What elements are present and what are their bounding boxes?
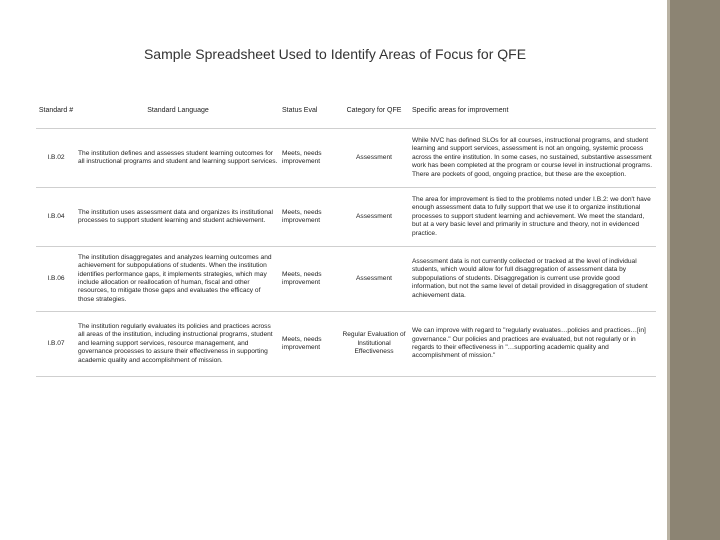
cell-category: Regular Evaluation of Institutional Effectiveness (338, 312, 410, 377)
header-specific-areas: Specific areas for improvement (410, 94, 656, 129)
cell-standard: I.B.02 (36, 129, 76, 188)
cell-status: Meets, needs improvement (280, 247, 338, 312)
table-row (36, 129, 656, 188)
cell-language: The institution regularly evaluates its policies and practices across all areas of the institution, including instructional programs, student and learning support services, resource management, and governance processes to assure their effectiveness in supporting academic quality and accomplishment of mission. (76, 312, 280, 377)
cell-specific: While NVC has defined SLOs for all courses, instructional programs, and student learning and support services, assessment is not an ongoing, systemic process across the entire institution. In some cases, no sustained, substantive assessment work has been completed at the program or course level in instructional programs. There are pockets of good, ongoing practice, but these are the exception. (410, 129, 656, 188)
side-bar (670, 0, 720, 540)
header-standard-language: Standard Language (76, 94, 280, 129)
table-header-row (36, 94, 656, 129)
cell-specific: We can improve with regard to "regularly evaluates…policies and practices…[in] governance." Our policies and practices are evaluated, but not regularly or in regards to their effectiveness in "…supporting academic quality and accomplishment of mission." (410, 312, 656, 377)
cell-status: Meets, needs improvement (280, 129, 338, 188)
header-category: Category for QFE (338, 94, 410, 129)
cell-specific: The area for improvement is tied to the problems noted under I.B.2: we don't have enough assessment data to fully support that we use it to organize institutional processes to support student learning and achievement. We meet the standard, but at a very basic level and primarily in structure and theory, not in evidenced practice. (410, 188, 656, 247)
table-row (36, 312, 656, 377)
cell-status: Meets, needs improvement (280, 312, 338, 377)
cell-status: Meets, needs improvement (280, 188, 338, 247)
cell-standard: I.B.06 (36, 247, 76, 312)
cell-language: The institution defines and assesses student learning outcomes for all instructional programs and student and learning support services. (76, 129, 280, 188)
cell-specific: Assessment data is not currently collected or tracked at the level of individual students, which would allow for full disaggregation of assessment data by subpopulations of students. Disaggregation is current use provide good information, but not the same level of detail provided in disaggregation of student achievement data. (410, 247, 656, 312)
header-status-eval: Status Eval (280, 94, 338, 129)
header-standard: Standard # (36, 94, 76, 129)
page-title: Sample Spreadsheet Used to Identify Areas of Focus for QFE (143, 46, 527, 62)
cell-category: Assessment (338, 188, 410, 247)
cell-language: The institution disaggregates and analyzes learning outcomes and achievement for subpopulations of students. When the institution identifies performance gaps, it implements strategies, which may include allocation or reallocation of human, fiscal and other resources, to mitigate those gaps and evaluates the efficacy of those strategies. (76, 247, 280, 312)
cell-category: Assessment (338, 129, 410, 188)
spreadsheet-table (36, 94, 656, 377)
table-row (36, 247, 656, 312)
cell-category: Assessment (338, 247, 410, 312)
cell-standard: I.B.04 (36, 188, 76, 247)
cell-language: The institution uses assessment data and organizes its institutional processes to support student learning and student achievement. (76, 188, 280, 247)
table-row (36, 188, 656, 247)
cell-standard: I.B.07 (36, 312, 76, 377)
